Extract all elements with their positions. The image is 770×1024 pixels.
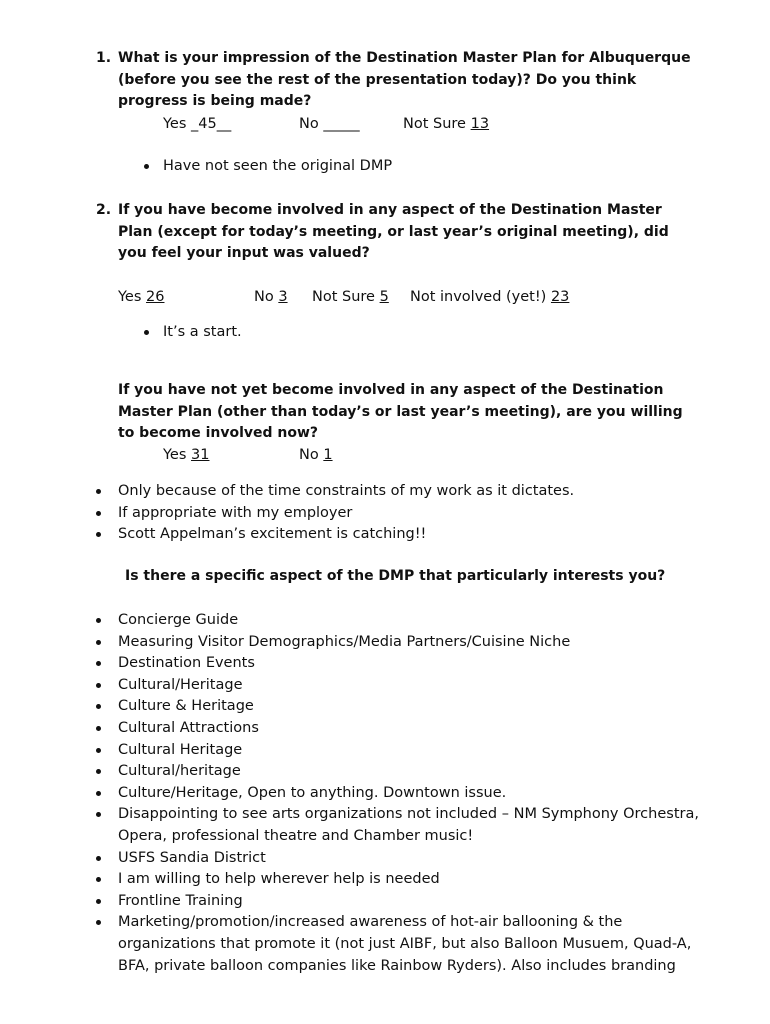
comment-item <box>118 653 718 675</box>
comment-item <box>118 696 718 718</box>
bullet-icon <box>96 489 101 494</box>
comment-item <box>118 675 718 697</box>
comment-text: It’s a start. <box>163 324 242 340</box>
q2-answers <box>0 287 770 307</box>
not-sure-count: 5 <box>379 289 389 305</box>
yes-label: Yes <box>118 289 147 305</box>
not-involved-label: Not involved (yet!) <box>410 289 551 305</box>
not-sure-label: Not Sure <box>403 116 471 132</box>
comment-item <box>118 632 718 654</box>
bullet-icon <box>96 532 101 537</box>
q2-comments <box>163 322 242 344</box>
question-number: 2. <box>96 202 112 218</box>
comment-text: Have not seen the original DMP <box>163 158 393 174</box>
comment-text: Disappointing to see arts organizations not included – NM Symphony Orchestra, Opera, professional theatre and Chamber music! <box>118 806 699 844</box>
question-text: If you have become involved in any aspect of the Destination Master Plan (except for today’s meeting, or last year’s original meeting), did you feel your input was valued? <box>118 202 669 261</box>
comment-item <box>118 761 718 783</box>
no-label: No <box>254 289 279 305</box>
comment-item <box>118 503 574 525</box>
not-involved-answer <box>410 287 569 307</box>
bullet-icon <box>96 683 101 688</box>
comment-text: USFS Sandia District <box>118 849 266 866</box>
comment-item <box>118 804 718 847</box>
bullet-icon <box>96 769 101 774</box>
comment-text: I am willing to help wherever help is needed <box>118 871 440 888</box>
comment-text: Cultural Heritage <box>118 741 243 758</box>
yes-answer <box>118 287 164 307</box>
not-involved-count: 23 <box>550 289 570 305</box>
no-count: 3 <box>278 289 288 305</box>
not-sure-label: Not Sure <box>312 289 380 305</box>
comment-item <box>118 524 574 546</box>
bullet-icon <box>96 511 101 516</box>
bullet-icon <box>96 640 101 645</box>
bullet-icon <box>96 726 101 731</box>
bullet-icon <box>96 920 101 925</box>
no-answer <box>299 445 333 465</box>
comment-text: Marketing/promotion/increased awareness of hot-air ballooning & the organizations that promote it (not just AIBF, but also Balloon Musuem, Quad-A, BFA, private balloon companies like Rainbow Ryders). Also includes branding <box>118 914 692 974</box>
yes-count: 26 <box>146 289 165 305</box>
no-label: No <box>299 447 324 463</box>
bullet-icon <box>144 330 149 335</box>
bullet-icon <box>96 791 101 796</box>
bullet-icon <box>96 899 101 904</box>
yes-answer <box>163 114 231 134</box>
no-count: 1 <box>323 447 333 463</box>
comment-item <box>118 481 574 503</box>
bullet-icon <box>96 748 101 753</box>
bullet-icon <box>144 164 149 169</box>
comment-item <box>118 848 718 870</box>
comment-item <box>118 718 718 740</box>
comment-item <box>163 322 242 344</box>
bullet-icon <box>96 618 101 623</box>
comment-item <box>118 869 718 891</box>
q3-answers <box>0 445 770 465</box>
no-answer <box>254 287 288 307</box>
comment-text: Culture & Heritage <box>118 698 254 715</box>
comment-item <box>163 156 392 178</box>
comment-text: Destination Events <box>118 655 255 672</box>
bullet-icon <box>96 812 101 817</box>
comment-text: Scott Appelman’s excitement is catching!! <box>118 526 427 543</box>
comment-item <box>118 610 718 632</box>
question-text: If you have not yet become involved in any aspect of the Destination Master Plan (other than today’s or last year’s meeting), are you willing to become involved now? <box>118 382 683 441</box>
not-sure-answer <box>312 287 389 307</box>
question-number: 1. <box>96 50 112 66</box>
comment-item <box>118 740 718 762</box>
comment-text: Culture/Heritage, Open to anything. Downtown issue. <box>118 784 507 801</box>
comment-text: Concierge Guide <box>118 612 239 628</box>
comment-text: If appropriate with my employer <box>118 504 353 521</box>
q4-comments <box>118 610 718 977</box>
yes-count: 45__ <box>198 116 232 132</box>
q1-answers <box>0 114 770 134</box>
question-text: What is your impression of the Destination Master Plan for Albuquerque (before you see the rest of the presentation today)? Do you think progress is being made? <box>118 50 691 109</box>
yes-count: 31 <box>191 447 210 463</box>
yes-label: Yes _ <box>163 116 199 132</box>
comment-text: Cultural Attractions <box>118 719 259 736</box>
comment-item <box>118 912 718 977</box>
comment-item <box>118 891 718 913</box>
q3-comments <box>118 481 574 546</box>
bullet-icon <box>96 856 101 861</box>
comment-text: Only because of the time constraints of my work as it dictates. <box>118 483 575 499</box>
question-1 <box>0 48 770 114</box>
comment-text: Measuring Visitor Demographics/Media Partners/Cuisine Niche <box>118 633 571 650</box>
not-sure-answer <box>403 114 489 134</box>
not-sure-count: 13 <box>470 116 490 132</box>
no-answer: No _____ <box>299 116 360 132</box>
question-2 <box>0 200 770 266</box>
comment-text: Cultural/Heritage <box>118 676 243 693</box>
yes-answer <box>163 445 209 465</box>
q1-comments <box>163 156 392 178</box>
comment-item <box>118 783 718 805</box>
question-4-text: Is there a specific aspect of the DMP that particularly interests you? <box>125 568 666 584</box>
question-3 <box>0 380 770 446</box>
yes-label: Yes <box>163 447 192 463</box>
comment-text: Frontline Training <box>118 892 243 909</box>
bullet-icon <box>96 661 101 666</box>
bullet-icon <box>96 877 101 882</box>
bullet-icon <box>96 704 101 709</box>
comment-text: Cultural/heritage <box>118 763 241 780</box>
